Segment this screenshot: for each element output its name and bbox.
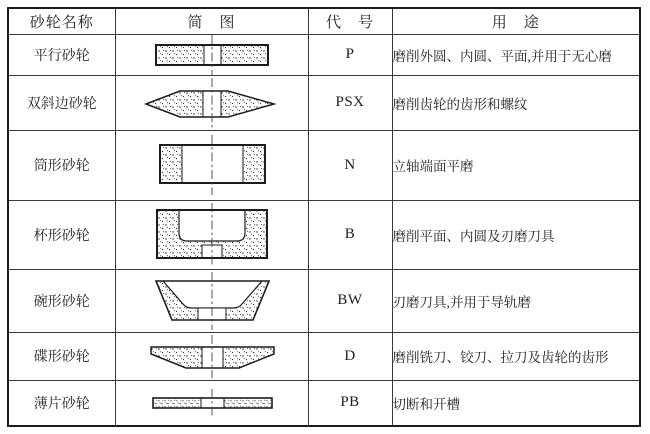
wheel-code: N (308, 130, 392, 200)
wheel-use: 磨削铣刀、铰刀、拉刀及齿轮的齿形 (392, 332, 640, 380)
wheel-name: 双斜边砂轮 (8, 75, 115, 130)
wheel-code: PB (308, 380, 392, 426)
diagram-cell (115, 200, 308, 269)
bowl-wheel-diagram-icon (116, 271, 309, 331)
wheel-code: PSX (308, 75, 392, 130)
diagram-cell (115, 130, 308, 200)
wheel-name: 筒形砂轮 (8, 130, 115, 200)
table-row (8, 130, 640, 200)
wheel-name: 平行砂轮 (8, 34, 115, 75)
header-wheel-name: 砂轮名称 (8, 8, 115, 34)
wheel-name: 薄片砂轮 (8, 380, 115, 426)
wheel-code: BW (308, 269, 392, 332)
diagram-cell (115, 332, 308, 380)
table-row (8, 34, 640, 75)
wheel-use: 磨削外圆、内圆、平面,并用于无心磨 (392, 34, 640, 75)
thin-slice-wheel-diagram-icon (116, 381, 309, 425)
table-row (8, 200, 640, 269)
grinding-wheel-table (7, 7, 641, 427)
wheel-code: B (308, 200, 392, 269)
cylinder-wheel-diagram-icon (116, 132, 309, 198)
parallel-wheel-diagram-icon (116, 35, 309, 75)
grinding-wheel-table-sheet (7, 7, 641, 427)
wheel-use: 立轴端面平磨 (392, 130, 640, 200)
wheel-name: 杯形砂轮 (8, 200, 115, 269)
wheel-use: 切断和开槽 (392, 380, 640, 426)
diagram-cell (115, 380, 308, 426)
wheel-use: 刃磨刀具,并用于导轨磨 (392, 269, 640, 332)
wheel-use: 磨削平面、内圆及刃磨刀具 (392, 200, 640, 269)
diagram-cell (115, 34, 308, 75)
header-diagram: 简 图 (115, 8, 308, 34)
diagram-cell (115, 269, 308, 332)
wheel-use: 磨削齿轮的齿形和螺纹 (392, 75, 640, 130)
table-row (8, 269, 640, 332)
table-row (8, 332, 640, 380)
header-use: 用 途 (392, 8, 640, 34)
table-row (8, 75, 640, 130)
table-row (8, 380, 640, 426)
double-bevel-wheel-diagram-icon (116, 77, 309, 129)
wheel-name: 碟形砂轮 (8, 332, 115, 380)
wheel-code: P (308, 34, 392, 75)
wheel-name: 碗形砂轮 (8, 269, 115, 332)
diagram-cell (115, 75, 308, 130)
cup-wheel-diagram-icon (116, 202, 309, 268)
dish-wheel-diagram-icon (116, 333, 309, 379)
header-code: 代 号 (308, 8, 392, 34)
wheel-code: D (308, 332, 392, 380)
header-row (8, 8, 640, 34)
